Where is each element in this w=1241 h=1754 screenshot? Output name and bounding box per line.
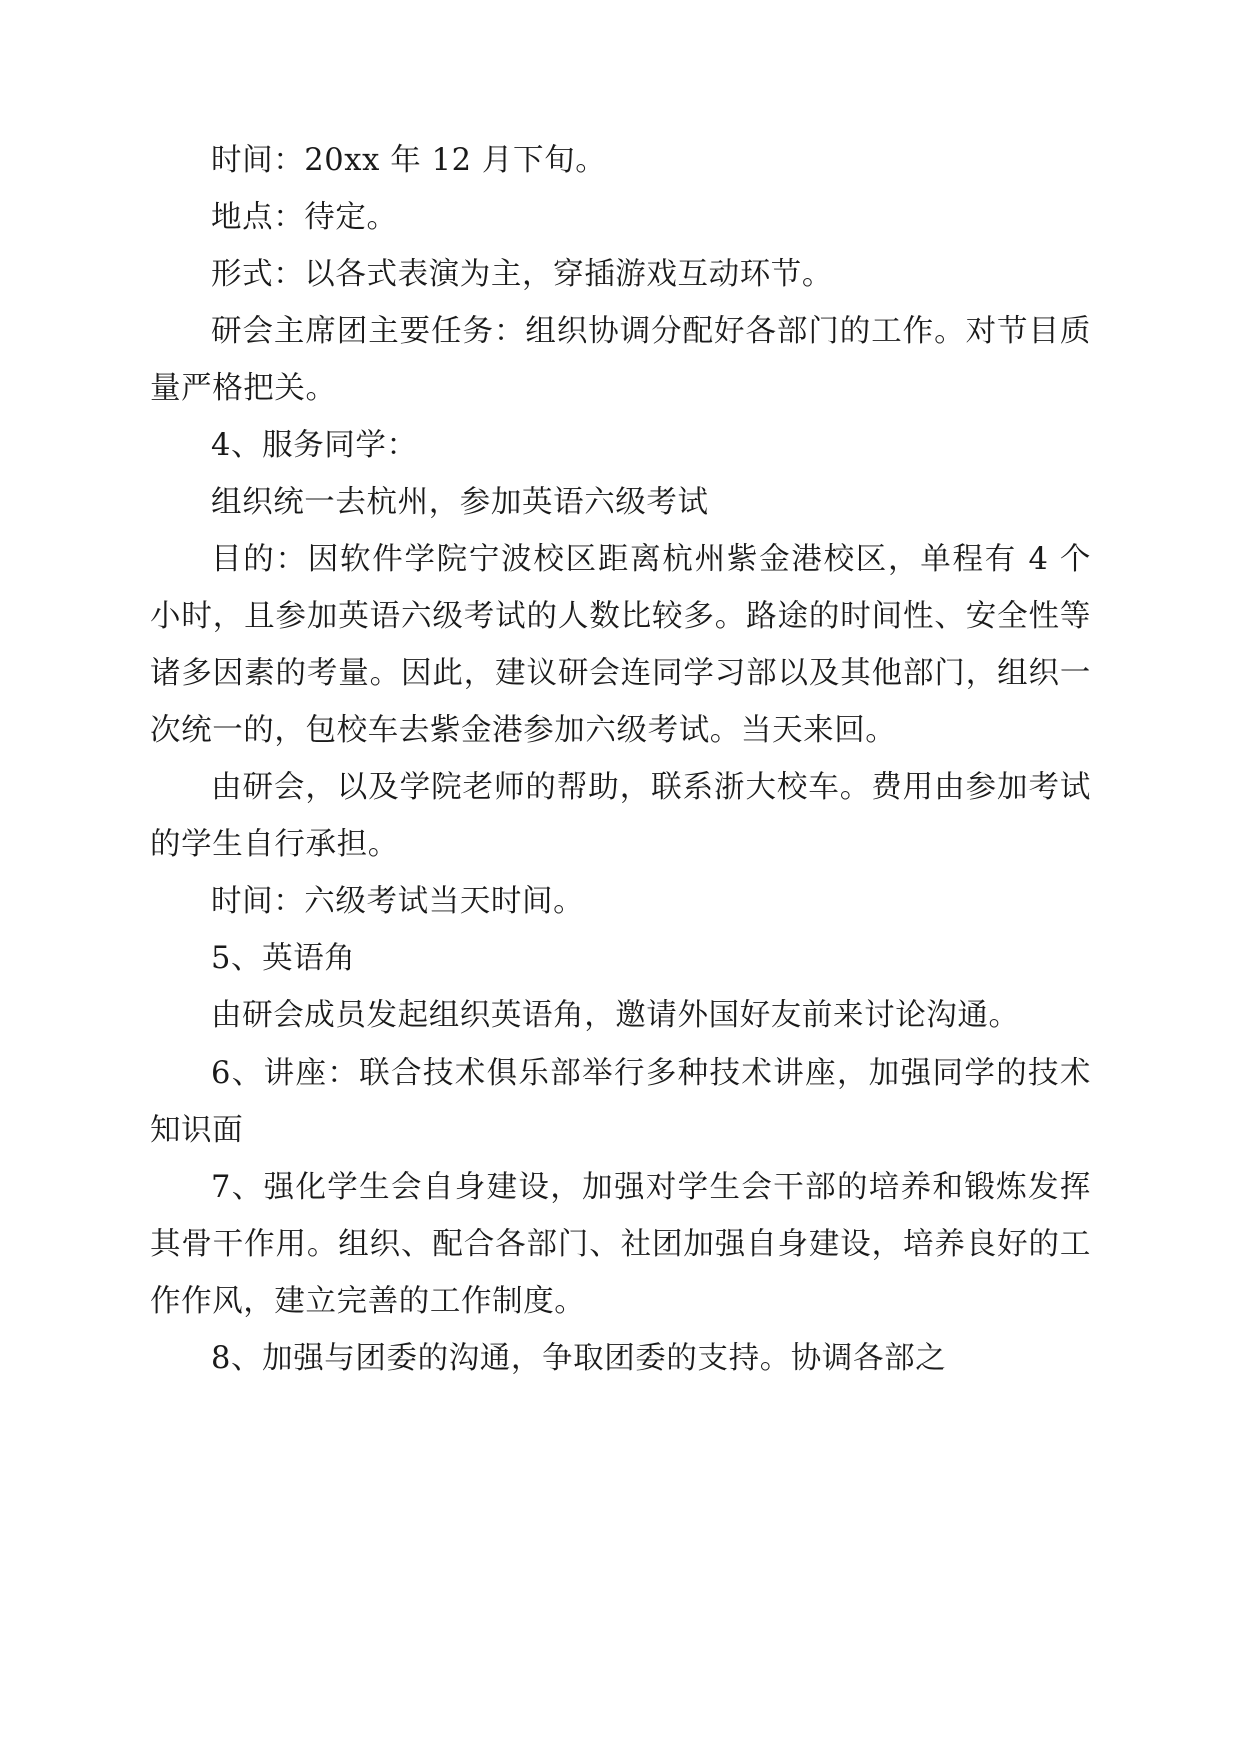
paragraph-item-4-sub: 组织统一去杭州，参加英语六级考试 bbox=[211, 485, 709, 521]
paragraph-item-4-heading: 4、服务同学： bbox=[211, 428, 418, 464]
paragraph-time-2: 时间：六级考试当天时间。 bbox=[211, 884, 585, 920]
paragraph-bus-arrangement: 由研会，以及学院老师的帮助，联系浙大校车。费用由参加考试的学生自行承担。 bbox=[150, 770, 1091, 863]
paragraph-time-1: 时间：20xx 年 12 月下旬。 bbox=[211, 143, 607, 178]
paragraph-purpose: 目的：因软件学院宁波校区距离杭州紫金港校区，单程有 4 个小时，且参加英语六级考试的人数比较多。路途的时间性、安全性等诸多因素的考量。因此，建议研会连同学习部以及其他部门，组织一次统一的，包校车去紫金港参加六级考试。当天来回。 bbox=[150, 542, 1091, 749]
paragraph-item-5-sub: 由研会成员发起组织英语角，邀请外国好友前来讨论沟通。 bbox=[211, 998, 1020, 1034]
document-body bbox=[150, 132, 1091, 1387]
paragraph-presidium-task: 研会主席团主要任务：组织协调分配好各部门的工作。对节目质量严格把关。 bbox=[150, 314, 1091, 407]
paragraph-item-6: 6、讲座：联合技术俱乐部举行多种技术讲座，加强同学的技术知识面 bbox=[150, 1055, 1091, 1148]
paragraph-item-7: 7、强化学生会自身建设，加强对学生会干部的培养和锻炼发挥其骨干作用。组织、配合各部门、社团加强自身建设，培养良好的工作作风，建立完善的工作制度。 bbox=[150, 1169, 1091, 1319]
paragraph-location: 地点：待定。 bbox=[211, 200, 398, 236]
paragraph-item-8: 8、加强与团委的沟通，争取团委的支持。协调各部之 bbox=[211, 1340, 947, 1376]
paragraph-item-5-heading: 5、英语角 bbox=[211, 941, 356, 977]
paragraph-format: 形式：以各式表演为主，穿插游戏互动环节。 bbox=[211, 257, 833, 293]
